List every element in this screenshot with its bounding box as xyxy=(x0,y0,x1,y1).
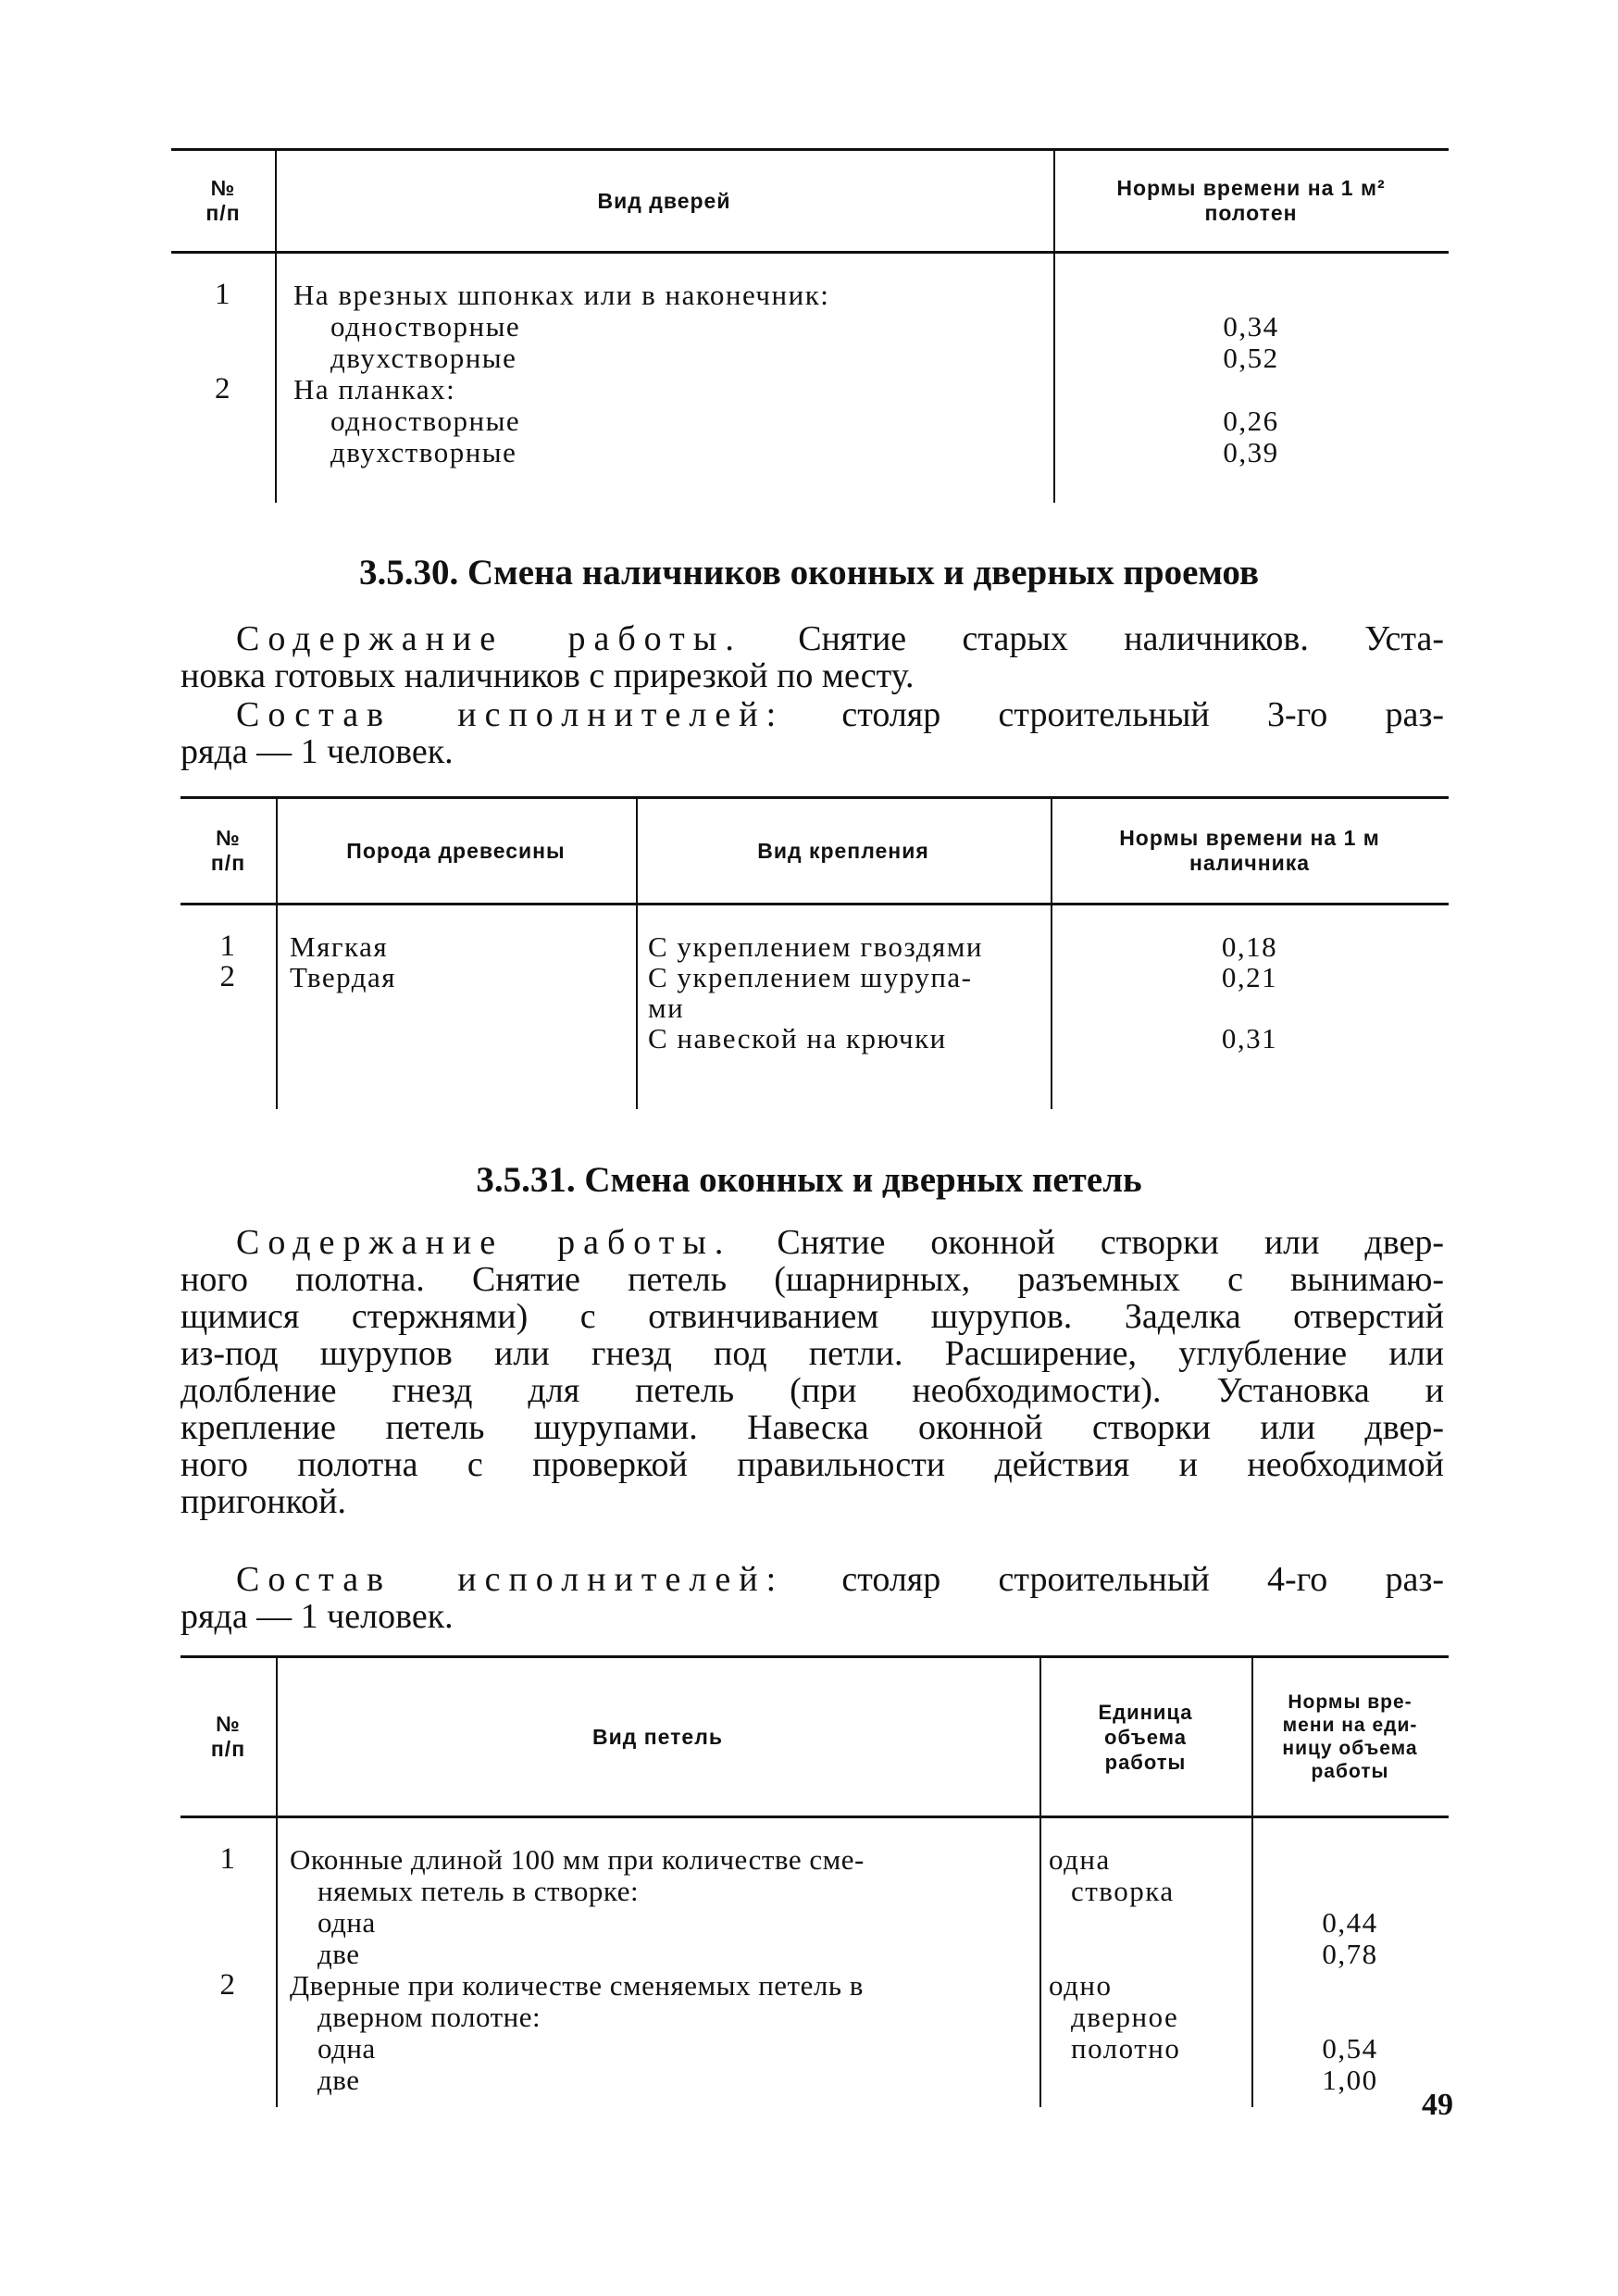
row-number: 1 xyxy=(219,1842,237,1876)
staff-text: столяр строительный 3-го раз- xyxy=(841,695,1445,734)
row-fixing: ми xyxy=(648,992,685,1024)
content-label: Содержание работы. xyxy=(236,619,742,658)
row-number: 1 xyxy=(215,278,231,311)
row-value: 0,78 xyxy=(1322,1938,1378,1970)
table-header-rule xyxy=(180,903,1449,905)
staff-label: Состав исполнителей: xyxy=(236,695,785,734)
content-text: пригонкой. xyxy=(180,1482,347,1521)
content-text: новка готовых наличников с прирезкой по месту. xyxy=(180,656,915,695)
row-text: одна xyxy=(317,1906,376,1939)
doors-table xyxy=(171,148,1449,503)
row-fixing: С укреплением шурупа- xyxy=(648,961,973,993)
content-text: щимися стержнями) с отвинчиванием шурупов. Заделка отверстий xyxy=(180,1297,1444,1336)
row-text: няемых петель в створке: xyxy=(317,1875,640,1907)
row-number: 2 xyxy=(219,960,237,993)
row-value: 0,44 xyxy=(1322,1906,1378,1939)
content-text: из-под шурупов или гнезд под петли. Расширение, углубление или xyxy=(180,1334,1444,1373)
row-wood: Твердая xyxy=(290,961,396,993)
row-number: 2 xyxy=(215,372,231,406)
section-heading: 3.5.31. Смена оконных и дверных петель xyxy=(476,1160,1142,1200)
row-unit: одна xyxy=(1049,1843,1111,1876)
content-label: Содержание работы. xyxy=(236,1223,732,1262)
content-text: Снятие старых наличников. Уста- xyxy=(798,619,1445,658)
table-header-rule xyxy=(171,251,1449,254)
hinges-table xyxy=(180,1655,1449,2107)
header-fixing-type: Вид крепления xyxy=(757,838,929,863)
row-value: 0,31 xyxy=(1221,1022,1278,1054)
section-heading: 3.5.30. Смена наличников оконных и дверных проемов xyxy=(358,553,1260,593)
row-text: Дверные при количестве сменяемых петель в xyxy=(290,1969,864,2002)
header-number: № п/п xyxy=(210,826,246,875)
content-text: долбление гнезд для петель (при необходимости). Установка и xyxy=(180,1371,1444,1410)
row-number: 2 xyxy=(219,1968,237,2002)
row-value: 0,34 xyxy=(1223,310,1279,343)
header-work-unit: Единица объема работы xyxy=(1098,1700,1193,1774)
row-unit: одно xyxy=(1049,1969,1113,2002)
row-wood: Мягкая xyxy=(290,930,389,963)
row-value: 0,18 xyxy=(1221,930,1278,963)
header-wood-type: Порода древесины xyxy=(346,838,566,863)
staff-text: ряда — 1 человек. xyxy=(180,732,454,771)
header-time-norm: Нормы времени на 1 м² полотен xyxy=(1116,176,1386,225)
page-number: 49 xyxy=(1422,2088,1453,2122)
row-unit: дверное xyxy=(1071,2001,1179,2033)
casings-table xyxy=(180,796,1449,1109)
content-text: Снятие оконной створки или двер- xyxy=(777,1223,1445,1262)
staff-text: столяр строительный 4-го раз- xyxy=(841,1560,1445,1599)
row-text: одностворные xyxy=(330,310,521,343)
row-text: две xyxy=(317,2064,360,2096)
content-text: ного полотна с проверкой правильности действия и необходимой xyxy=(180,1445,1444,1484)
row-unit: створка xyxy=(1071,1875,1175,1907)
row-fixing: С укреплением гвоздями xyxy=(648,930,983,963)
header-time-norm: Нормы времени на 1 м наличника xyxy=(1119,826,1380,875)
staff-label: Состав исполнителей: xyxy=(236,1560,785,1599)
header-hinge-type: Вид петель xyxy=(592,1724,723,1749)
work-content-paragraph xyxy=(180,620,1444,694)
header-number: № п/п xyxy=(205,176,241,225)
row-value: 0,21 xyxy=(1221,961,1278,993)
row-fixing: С навеской на крючки xyxy=(648,1022,947,1054)
staff-paragraph xyxy=(180,1561,1444,1635)
row-text: две xyxy=(317,1938,360,1970)
work-content-paragraph xyxy=(180,1224,1444,1520)
staff-paragraph xyxy=(180,696,1444,770)
row-number: 1 xyxy=(219,930,237,963)
header-number: № п/п xyxy=(210,1712,246,1761)
row-unit: полотно xyxy=(1071,2032,1181,2065)
row-value: 0,26 xyxy=(1223,405,1279,437)
row-value: 1,00 xyxy=(1322,2064,1378,2096)
row-value: 0,54 xyxy=(1322,2032,1378,2065)
row-text: Оконные длиной 100 мм при количестве сме- xyxy=(290,1843,865,1876)
staff-text: ряда — 1 человек. xyxy=(180,1597,454,1636)
row-text: На планках: xyxy=(293,373,456,406)
row-text: двухстворные xyxy=(330,436,517,468)
header-door-type: Вид дверей xyxy=(597,188,731,213)
row-text: одностворные xyxy=(330,405,521,437)
row-value: 0,52 xyxy=(1223,342,1279,374)
row-text: На врезных шпонках или в наконечник: xyxy=(293,279,830,311)
row-text: двухстворные xyxy=(330,342,517,374)
header-time-norm: Нормы вре- мени на еди- ницу объема работы xyxy=(1282,1691,1418,1782)
table-header-rule xyxy=(180,1816,1449,1818)
content-text: крепление петель шурупами. Навеска оконной створки или двер- xyxy=(180,1408,1444,1447)
row-text: дверном полотне: xyxy=(317,2001,541,2033)
row-text: одна xyxy=(317,2032,376,2065)
content-text: ного полотна. Снятие петель (шарнирных, разъемных с вынимаю- xyxy=(180,1260,1444,1299)
row-value: 0,39 xyxy=(1223,436,1279,468)
